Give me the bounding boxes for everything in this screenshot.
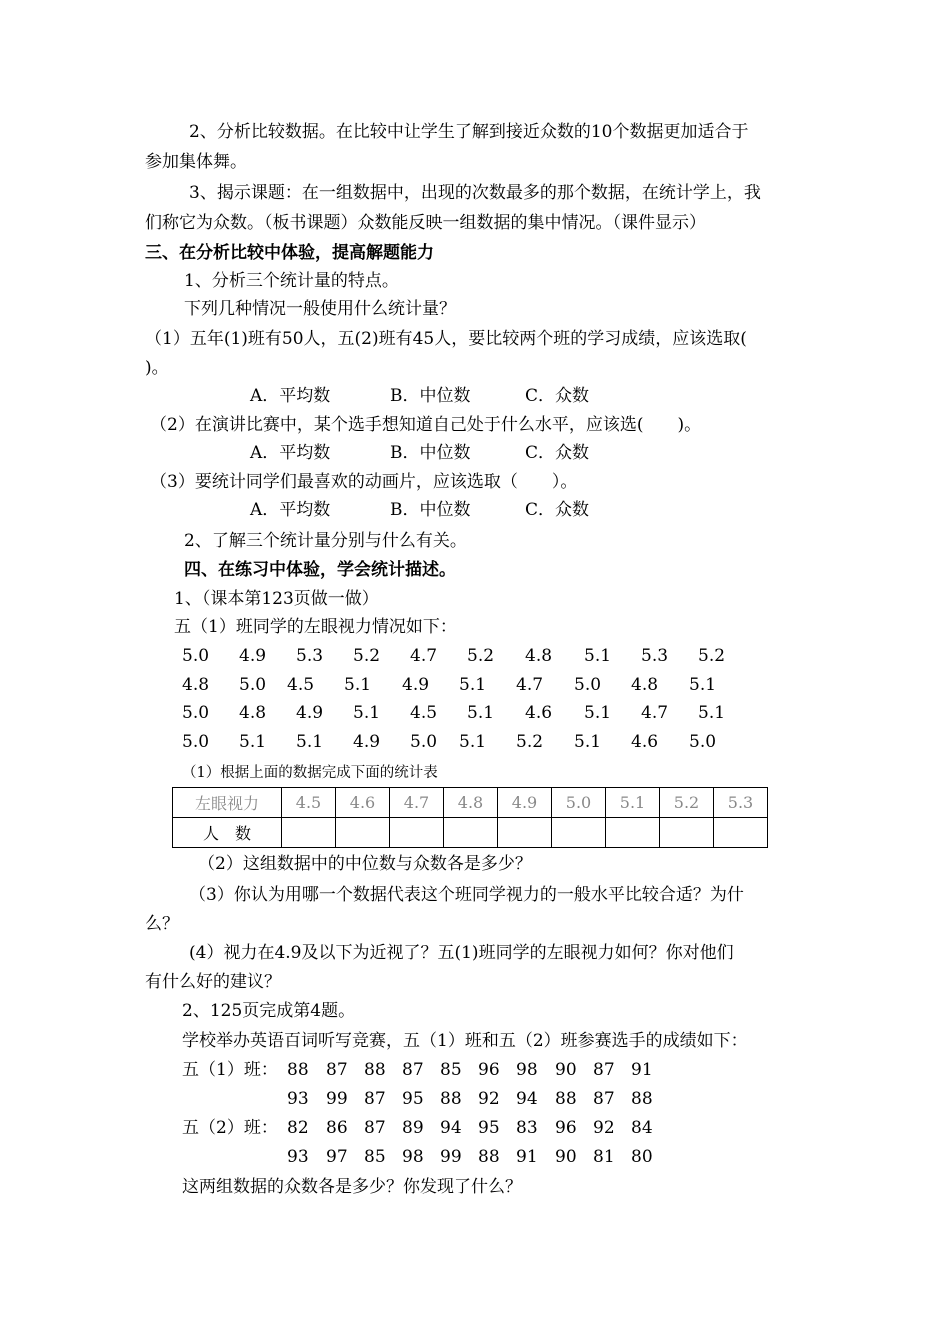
question-representative-line2: 么？	[145, 914, 179, 934]
vision-value: 4.5	[410, 703, 438, 723]
contest-intro: 学校举办英语百词听写竞赛，五（1）班和五（2）班参赛选手的成绩如下：	[182, 1031, 748, 1051]
table-count-cell[interactable]	[390, 818, 444, 848]
paragraph-analyze-line1: 2、分析比较数据。在比较中让学生了解到接近众数的10个数据更加适合于	[189, 122, 749, 142]
vision-value: 5.3	[641, 646, 669, 666]
vision-value: 5.0	[182, 732, 210, 752]
score: 98	[516, 1060, 538, 1080]
vision-intro: 五（1）班同学的左眼视力情况如下：	[174, 617, 457, 637]
score: 87	[364, 1089, 386, 1109]
table-header-label: 左眼视力	[173, 788, 282, 818]
vision-value: 5.2	[467, 646, 495, 666]
vision-value: 4.7	[410, 646, 438, 666]
option-c: C．众数	[525, 386, 590, 406]
question1-line1: （1）五年(1)班有50人，五(2)班有45人，要比较两个班的学习成绩，应该选取(	[145, 329, 747, 349]
vision-value: 4.9	[239, 646, 267, 666]
score: 99	[440, 1147, 462, 1167]
vision-value: 5.2	[698, 646, 726, 666]
score: 90	[555, 1147, 577, 1167]
score: 87	[593, 1060, 615, 1080]
vision-value: 4.5	[287, 675, 315, 695]
table-count-cell[interactable]	[336, 818, 390, 848]
vision-value: 5.0	[182, 646, 210, 666]
options-row-1	[0, 385, 950, 407]
score: 84	[631, 1118, 653, 1138]
score: 92	[478, 1089, 500, 1109]
vision-value: 5.0	[574, 675, 602, 695]
option-b: B．中位数	[390, 386, 471, 406]
table-count-cell[interactable]	[444, 818, 498, 848]
vision-value: 4.8	[182, 675, 210, 695]
vision-value: 5.1	[584, 703, 612, 723]
vision-row-1	[0, 645, 950, 667]
table-count-cell[interactable]	[606, 818, 660, 848]
table-header-cell: 4.9	[498, 788, 552, 818]
score: 87	[593, 1089, 615, 1109]
vision-value: 5.1	[239, 732, 267, 752]
score: 89	[402, 1118, 424, 1138]
vision-value: 5.3	[296, 646, 324, 666]
section3-intro: 下列几种情况一般使用什么统计量？	[184, 299, 456, 319]
option-b: B．中位数	[390, 500, 471, 520]
score: 95	[402, 1089, 424, 1109]
vision-value: 5.1	[689, 675, 717, 695]
final-question: 这两组数据的众数各是多少？你发现了什么？	[182, 1177, 522, 1197]
table-header-cell: 5.2	[660, 788, 714, 818]
vision-value: 5.1	[467, 703, 495, 723]
option-c: C．众数	[525, 443, 590, 463]
score: 87	[402, 1060, 424, 1080]
vision-row-3	[0, 702, 950, 724]
score: 83	[516, 1118, 538, 1138]
vision-value: 5.2	[353, 646, 381, 666]
table-header-cell: 5.0	[552, 788, 606, 818]
vision-value: 4.9	[296, 703, 324, 723]
score: 88	[631, 1089, 653, 1109]
score: 85	[364, 1147, 386, 1167]
vision-value: 5.0	[182, 703, 210, 723]
option-a: A．平均数	[250, 386, 331, 406]
score: 82	[287, 1118, 309, 1138]
vision-value: 5.0	[410, 732, 438, 752]
paragraph-topic-line1: 3、揭示课题：在一组数据中，出现的次数最多的那个数据，在统计学上，我	[189, 183, 761, 203]
score: 91	[516, 1147, 538, 1167]
vision-value: 5.1	[584, 646, 612, 666]
class1-label: 五（1）班：	[182, 1060, 278, 1080]
option-c: C．众数	[525, 500, 590, 520]
question-myopia-line1: (4）视力在4.9及以下为近视了？五(1)班同学的左眼视力如何？你对他们	[189, 943, 734, 963]
table-count-row	[173, 818, 768, 848]
score: 88	[440, 1089, 462, 1109]
vision-row-4	[0, 731, 950, 753]
section4-item2: 2、125页完成第4题。	[182, 1001, 356, 1021]
table-header-cell: 4.5	[282, 788, 336, 818]
vision-value: 5.1	[459, 732, 487, 752]
vision-value: 4.8	[525, 646, 553, 666]
score: 99	[326, 1089, 348, 1109]
option-a: A．平均数	[250, 443, 331, 463]
score: 86	[326, 1118, 348, 1138]
class2-label: 五（2）班：	[182, 1118, 278, 1138]
vision-value: 4.7	[516, 675, 544, 695]
table-header-cell: 4.7	[390, 788, 444, 818]
table-header-cell: 4.6	[336, 788, 390, 818]
question2: （2）在演讲比赛中，某个选手想知道自己处于什么水平，应该选( )。	[150, 415, 702, 435]
vision-value: 5.1	[344, 675, 372, 695]
vision-value: 4.8	[631, 675, 659, 695]
score: 88	[478, 1147, 500, 1167]
vision-value: 5.1	[296, 732, 324, 752]
table-count-cell[interactable]	[660, 818, 714, 848]
score: 96	[555, 1118, 577, 1138]
vision-value: 4.9	[353, 732, 381, 752]
table-header-cell: 4.8	[444, 788, 498, 818]
class1-scores-row1	[0, 1059, 950, 1081]
score: 96	[478, 1060, 500, 1080]
table-header-row	[173, 788, 768, 818]
options-row-3	[0, 499, 950, 521]
score: 88	[364, 1060, 386, 1080]
paragraph-topic-line2: 们称它为众数。（板书课题）众数能反映一组数据的集中情况。（课件显示）	[145, 213, 706, 233]
table-count-cell[interactable]	[714, 818, 768, 848]
score: 87	[326, 1060, 348, 1080]
section3-item2: 2、了解三个统计量分别与什么有关。	[184, 531, 467, 551]
options-row-2	[0, 442, 950, 464]
question-representative-line1: （3）你认为用哪一个数据代表这个班同学视力的一般水平比较合适？为什	[189, 885, 744, 905]
score: 92	[593, 1118, 615, 1138]
question3: （3）要统计同学们最喜欢的动画片，应该选取（ ）。	[150, 472, 578, 492]
vision-value: 4.7	[641, 703, 669, 723]
vision-value: 5.1	[698, 703, 726, 723]
table-caption: （1）根据上面的数据完成下面的统计表	[182, 765, 438, 781]
question1-line2: )。	[145, 358, 169, 378]
score: 98	[402, 1147, 424, 1167]
score: 88	[555, 1089, 577, 1109]
vision-value: 5.1	[353, 703, 381, 723]
section3-item1: 1、分析三个统计量的特点。	[184, 271, 399, 291]
table-header-cell: 5.1	[606, 788, 660, 818]
score: 87	[364, 1118, 386, 1138]
section4-heading: 四、在练习中体验，学会统计描述。	[184, 560, 456, 580]
table-count-cell[interactable]	[552, 818, 606, 848]
score: 93	[287, 1089, 309, 1109]
vision-row-2	[0, 674, 950, 696]
vision-value: 5.1	[459, 675, 487, 695]
score: 90	[555, 1060, 577, 1080]
vision-value: 4.8	[239, 703, 267, 723]
score: 95	[478, 1118, 500, 1138]
table-header-cell: 5.3	[714, 788, 768, 818]
vision-statistics-table	[172, 787, 768, 848]
score: 97	[326, 1147, 348, 1167]
table-count-cell[interactable]	[498, 818, 552, 848]
table-count-cell[interactable]	[282, 818, 336, 848]
vision-value: 5.1	[574, 732, 602, 752]
vision-value: 5.0	[689, 732, 717, 752]
vision-value: 4.6	[631, 732, 659, 752]
class1-scores-row2	[0, 1088, 950, 1110]
score: 94	[516, 1089, 538, 1109]
score: 91	[631, 1060, 653, 1080]
class2-scores-row1	[0, 1117, 950, 1139]
option-a: A．平均数	[250, 500, 331, 520]
vision-value: 5.0	[239, 675, 267, 695]
vision-value: 5.2	[516, 732, 544, 752]
section3-heading: 三、在分析比较中体验，提高解题能力	[145, 243, 434, 263]
score: 88	[287, 1060, 309, 1080]
score: 93	[287, 1147, 309, 1167]
question-myopia-line2: 有什么好的建议？	[145, 972, 281, 992]
vision-value: 4.9	[402, 675, 430, 695]
question-median-mode: （2）这组数据中的中位数与众数各是多少？	[198, 854, 532, 874]
class2-scores-row2	[0, 1146, 950, 1168]
score: 81	[593, 1147, 615, 1167]
vision-value: 4.6	[525, 703, 553, 723]
score: 94	[440, 1118, 462, 1138]
section4-item1: 1、（课本第123页做一做）	[174, 589, 379, 609]
option-b: B．中位数	[390, 443, 471, 463]
score: 85	[440, 1060, 462, 1080]
table-count-label: 人 数	[173, 818, 282, 848]
score: 80	[631, 1147, 653, 1167]
paragraph-analyze-line2: 参加集体舞。	[145, 152, 247, 172]
